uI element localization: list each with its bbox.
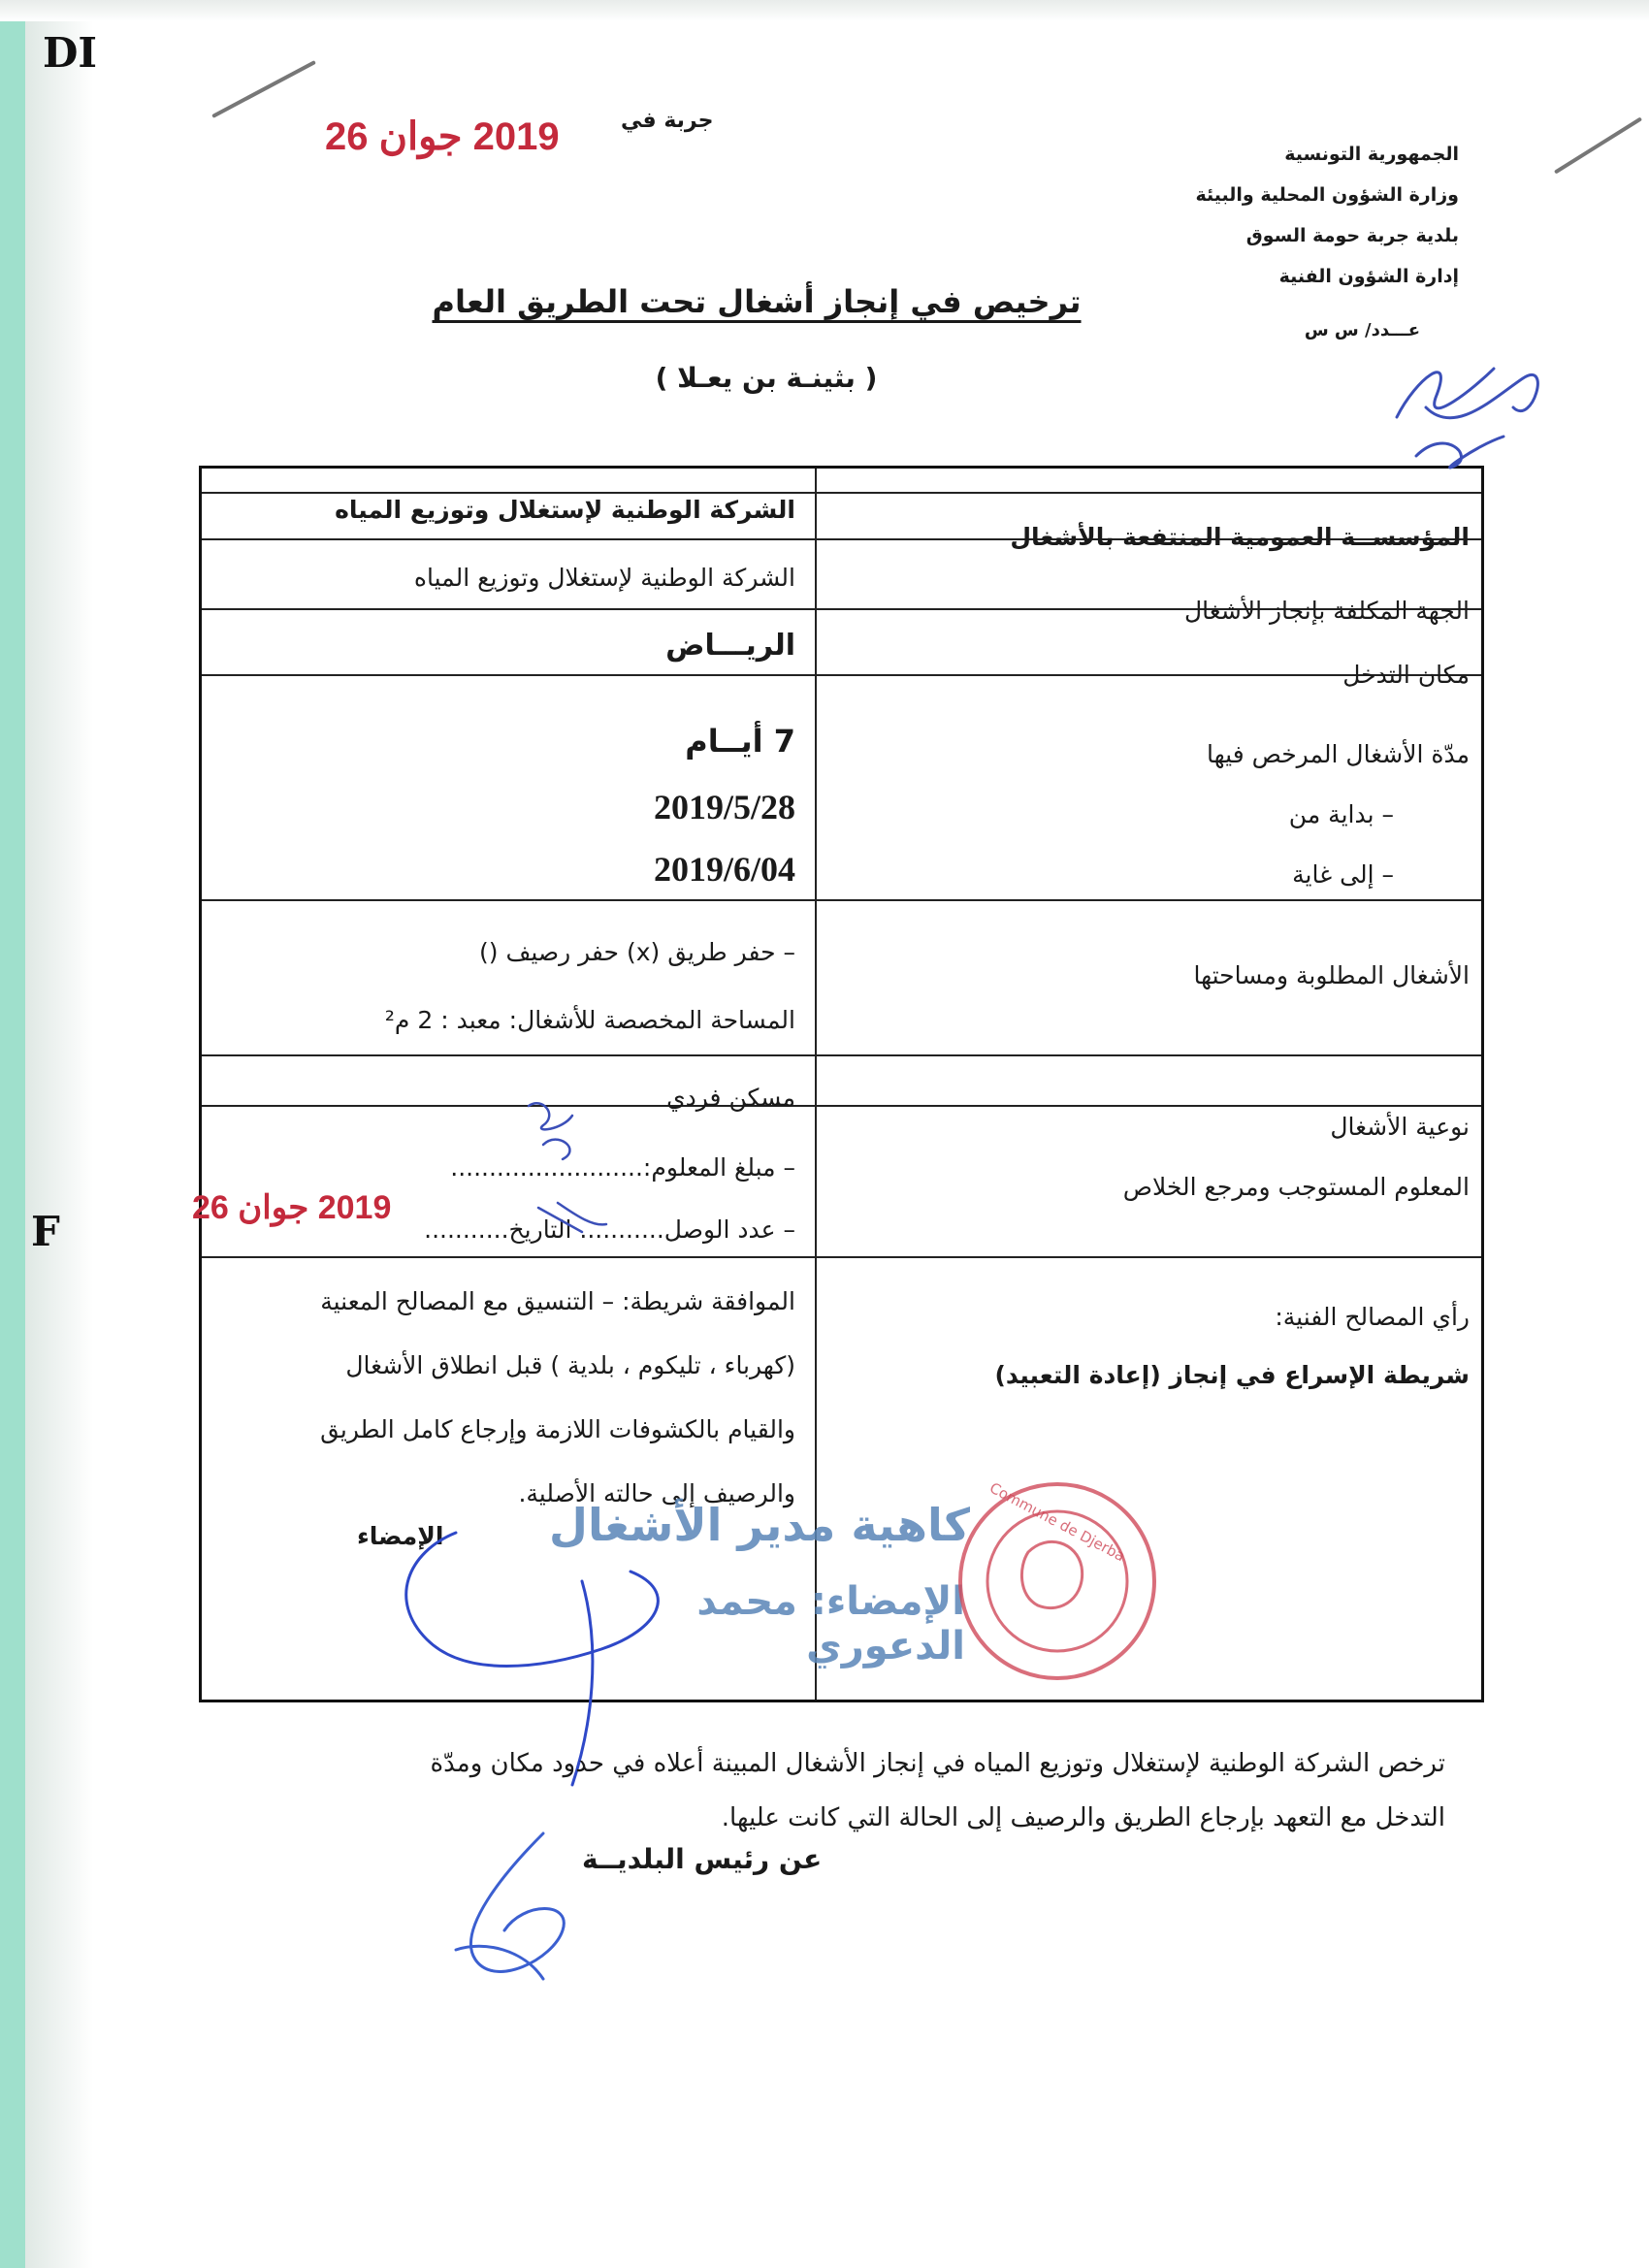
letterhead-line: بلدية جربة حومة السوق [1245,225,1459,246]
date-stamp: 2019 جوان 26 [325,115,560,158]
place-label: مكان التدخل [1342,661,1470,689]
fee-amount: – مبلغ المعلوم:......................... [450,1153,795,1182]
reference-number: عـــدد/ س س [1304,320,1420,340]
director-seal-signature: الإمضاء: محمد الدعوري [696,1579,965,1669]
opinion-label: رأي المصالح الفنية: [1275,1303,1470,1331]
works-label: الأشغال المطلوبة ومساحتها [1193,961,1470,989]
duration-value: 7 أيــام [685,723,795,760]
mayor-signature [456,1833,564,1979]
fee-handwriting [529,1103,606,1232]
works-type-value: مسكن فردي [666,1084,795,1112]
approval-line: والقيام بالكشوفات اللازمة وإرجاع كامل الطريق [320,1415,795,1443]
letterhead-line: الجمهورية التونسية [1284,144,1459,165]
signature-label: الإمضاء [357,1522,444,1550]
approval-line: والرصيف إلى حالته الأصلية. [518,1479,795,1507]
approval-line: الموافقة شريطة: – التنسيق مع المصالح المعنية [320,1287,795,1315]
fee-label: المعلوم المستوجب ومرجع الخلاص [1122,1173,1470,1201]
works-type-label: نوعية الأشغال [1330,1113,1470,1141]
duration-label: مدّة الأشغال المرخص فيها [1207,740,1470,768]
letterhead-line: وزارة الشؤون المحلية والبيئة [1195,184,1459,206]
fee-date-stamp: 2019 جوان 26 [192,1189,392,1226]
letterhead-line: إدارة الشؤون الفنية [1278,266,1459,287]
beneficiary-label: المؤسســة العمومية المنتفعة بالأشغال [1010,523,1470,551]
authorization-statement [184,1736,1445,1845]
place-value: الريـــاض [665,629,795,663]
round-stamp-emblem [1021,1541,1082,1607]
fee-receipt: – عدد الوصل........... التاريخ........... [424,1215,795,1244]
statement-line: التدخل مع التعهد بإرجاع الطريق والرصيف إلى الحالة التي كانت عليها. [721,1803,1445,1832]
edge-mark-left: F [31,1208,60,1255]
works-value: – حفر طريق (x) حفر رصيف () [478,938,795,966]
round-stamp-text: Commune de Djerba [986,1478,1128,1566]
approval-line: (كهرباء ، تليكوم ، بلدية ) قبل انطلاق الأشغال [345,1351,795,1379]
contractor-label: الجهة المكلفة بإنجاز الأشغال [1184,597,1470,625]
statement-line: ترخص الشركة الوطنية لإستغلال وتوزيع المياه في إنجاز الأشغال المبينة أعلاه في حدود مكان ومدّة [430,1749,1445,1778]
contractor-value: الشركة الوطنية لإستغلال وتوزيع المياه [413,564,795,592]
start-date: 2019/5/28 [653,788,795,826]
document-title: ترخيص في إنجاز أشغال تحت الطريق العام [432,283,1082,320]
area-value: المساحة المخصصة للأشغال: معبد : 2 م² [384,1006,795,1034]
opinion-value: شريطة الإسراع في إنجاز (إعادة التعبيد) [994,1361,1470,1389]
mayor-signer-label: عن رئيس البلديــة [582,1843,823,1875]
end-date: 2019/6/04 [653,850,795,889]
director-seal-title: كاهية مدير الأشغال [549,1499,970,1551]
end-label: – إلى غاية [1292,860,1394,889]
start-label: – بداية من [1288,800,1394,828]
edge-mark-top: DI [43,29,98,77]
place-label: جربة في [621,109,714,133]
initials-signature [1397,369,1537,468]
document-subtitle: ( بثينـة بن يعـلا ) [655,362,878,394]
beneficiary-value: الشركة الوطنية لإستغلال وتوزيع المياه [335,496,795,524]
